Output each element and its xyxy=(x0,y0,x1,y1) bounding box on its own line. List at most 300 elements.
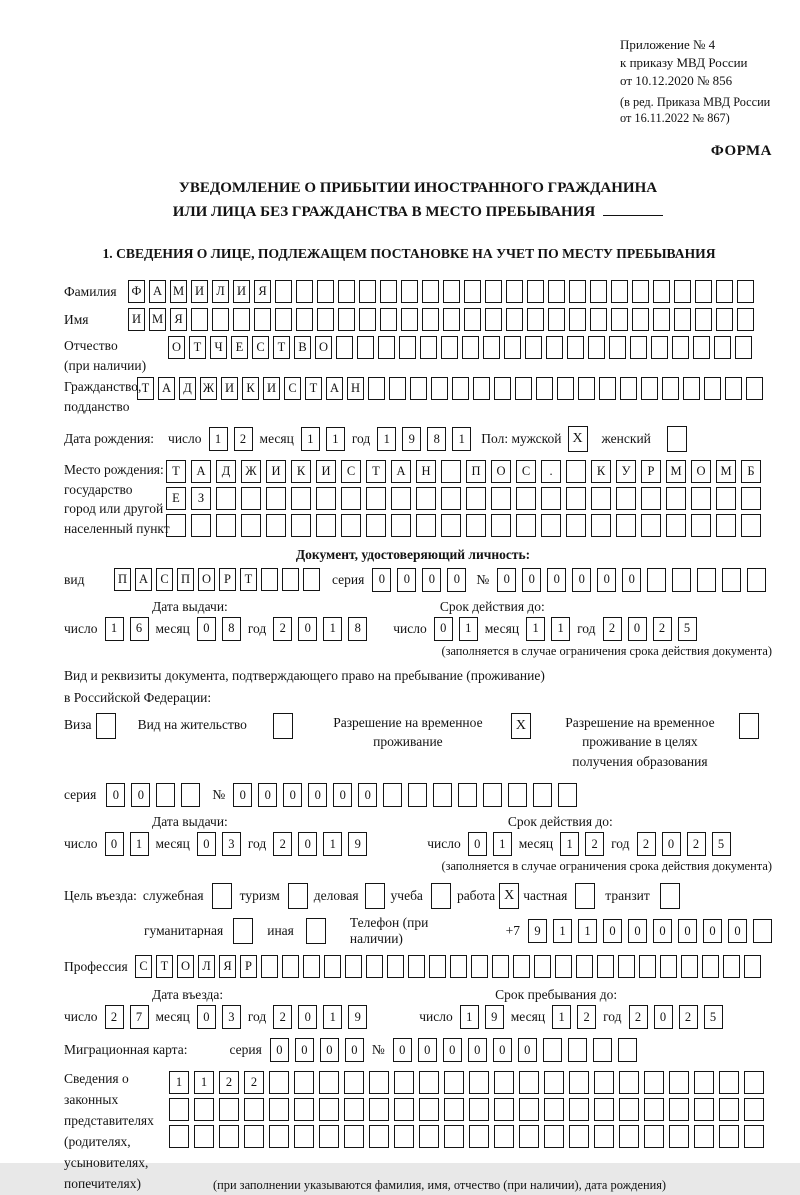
form-cell[interactable] xyxy=(716,308,733,331)
form-cell[interactable]: Л xyxy=(212,280,229,303)
form-cell[interactable] xyxy=(394,1071,414,1094)
form-cell[interactable] xyxy=(444,1071,464,1094)
form-cell[interactable] xyxy=(491,514,511,537)
form-cell[interactable] xyxy=(433,783,452,807)
form-cell[interactable] xyxy=(515,377,532,400)
form-cell[interactable]: О xyxy=(168,336,185,359)
form-cell[interactable]: 1 xyxy=(323,832,342,856)
form-cell[interactable]: 1 xyxy=(323,617,342,641)
form-cell[interactable] xyxy=(618,955,635,978)
form-cell[interactable]: 3 xyxy=(222,1005,241,1029)
form-cell[interactable]: Ч xyxy=(210,336,227,359)
form-cell[interactable]: Р xyxy=(641,460,661,483)
form-cell[interactable] xyxy=(519,1098,539,1121)
form-cell[interactable] xyxy=(691,514,711,537)
form-cell[interactable] xyxy=(544,1125,564,1148)
form-cell[interactable] xyxy=(483,783,502,807)
form-cell[interactable] xyxy=(716,514,736,537)
sex-male-checkbox[interactable]: X xyxy=(568,426,588,452)
form-cell[interactable]: О xyxy=(177,955,194,978)
form-cell[interactable] xyxy=(569,308,586,331)
form-cell[interactable] xyxy=(597,955,614,978)
form-cell[interactable]: Е xyxy=(231,336,248,359)
form-cell[interactable] xyxy=(741,487,761,510)
form-cell[interactable] xyxy=(266,487,286,510)
form-cell[interactable] xyxy=(683,377,700,400)
form-cell[interactable] xyxy=(513,955,530,978)
form-cell[interactable] xyxy=(693,336,710,359)
form-cell[interactable] xyxy=(294,1098,314,1121)
form-cell[interactable]: П xyxy=(466,460,486,483)
purpose-other-checkbox[interactable] xyxy=(306,918,326,944)
form-cell[interactable] xyxy=(506,308,523,331)
form-cell[interactable]: 2 xyxy=(629,1005,648,1029)
form-cell[interactable] xyxy=(473,377,490,400)
form-cell[interactable] xyxy=(166,514,186,537)
form-cell[interactable] xyxy=(408,783,427,807)
form-cell[interactable] xyxy=(672,336,689,359)
form-cell[interactable]: 2 xyxy=(603,617,622,641)
form-cell[interactable]: 0 xyxy=(298,1005,317,1029)
form-cell[interactable]: 8 xyxy=(427,427,446,451)
form-cell[interactable]: 1 xyxy=(526,617,545,641)
form-cell[interactable]: 8 xyxy=(222,617,241,641)
form-cell[interactable] xyxy=(317,280,334,303)
form-cell[interactable] xyxy=(359,280,376,303)
form-cell[interactable]: 0 xyxy=(628,617,647,641)
form-cell[interactable] xyxy=(741,514,761,537)
form-cell[interactable] xyxy=(444,1125,464,1148)
form-cell[interactable] xyxy=(422,280,439,303)
form-cell[interactable] xyxy=(389,377,406,400)
form-cell[interactable] xyxy=(219,1098,239,1121)
form-cell[interactable] xyxy=(469,1071,489,1094)
form-cell[interactable] xyxy=(291,487,311,510)
form-cell[interactable]: А xyxy=(326,377,343,400)
form-cell[interactable] xyxy=(219,1125,239,1148)
form-cell[interactable] xyxy=(441,487,461,510)
form-cell[interactable] xyxy=(630,336,647,359)
form-cell[interactable] xyxy=(269,1125,289,1148)
form-cell[interactable] xyxy=(291,514,311,537)
form-cell[interactable]: 1 xyxy=(553,919,572,943)
form-cell[interactable] xyxy=(719,1071,739,1094)
form-cell[interactable] xyxy=(593,1038,612,1062)
form-cell[interactable] xyxy=(241,487,261,510)
form-cell[interactable] xyxy=(216,487,236,510)
form-cell[interactable] xyxy=(519,1071,539,1094)
form-cell[interactable] xyxy=(555,955,572,978)
form-cell[interactable]: Р xyxy=(219,568,236,591)
form-cell[interactable] xyxy=(534,955,551,978)
form-cell[interactable] xyxy=(644,1071,664,1094)
form-cell[interactable] xyxy=(609,336,626,359)
visa-checkbox[interactable] xyxy=(96,713,116,739)
form-cell[interactable]: 9 xyxy=(348,832,367,856)
form-cell[interactable]: О xyxy=(691,460,711,483)
form-cell[interactable] xyxy=(441,514,461,537)
form-cell[interactable] xyxy=(466,514,486,537)
form-cell[interactable] xyxy=(753,919,772,943)
form-cell[interactable] xyxy=(317,308,334,331)
form-cell[interactable] xyxy=(533,783,552,807)
form-cell[interactable]: 1 xyxy=(301,427,320,451)
form-cell[interactable] xyxy=(462,336,479,359)
form-cell[interactable] xyxy=(527,308,544,331)
form-cell[interactable]: 7 xyxy=(130,1005,149,1029)
form-cell[interactable] xyxy=(366,514,386,537)
form-cell[interactable]: 1 xyxy=(560,832,579,856)
form-cell[interactable] xyxy=(737,308,754,331)
purpose-humanitarian-checkbox[interactable] xyxy=(233,918,253,944)
form-cell[interactable] xyxy=(674,280,691,303)
form-cell[interactable]: 0 xyxy=(603,919,622,943)
form-cell[interactable]: Т xyxy=(156,955,173,978)
form-cell[interactable] xyxy=(380,280,397,303)
form-cell[interactable] xyxy=(669,1125,689,1148)
form-cell[interactable]: 0 xyxy=(468,1038,487,1062)
form-cell[interactable] xyxy=(536,377,553,400)
form-cell[interactable]: А xyxy=(191,460,211,483)
form-cell[interactable] xyxy=(669,1098,689,1121)
form-cell[interactable] xyxy=(443,308,460,331)
form-cell[interactable] xyxy=(641,514,661,537)
form-cell[interactable] xyxy=(441,336,458,359)
form-cell[interactable] xyxy=(641,487,661,510)
form-cell[interactable]: З xyxy=(191,487,211,510)
residence-permit-checkbox[interactable] xyxy=(273,713,293,739)
form-cell[interactable] xyxy=(494,377,511,400)
form-cell[interactable] xyxy=(632,280,649,303)
form-cell[interactable] xyxy=(651,336,668,359)
form-cell[interactable] xyxy=(394,1125,414,1148)
form-cell[interactable]: О xyxy=(198,568,215,591)
form-cell[interactable]: 1 xyxy=(551,617,570,641)
form-cell[interactable]: 0 xyxy=(358,783,377,807)
form-cell[interactable] xyxy=(716,487,736,510)
form-cell[interactable] xyxy=(275,280,292,303)
form-cell[interactable]: 1 xyxy=(105,617,124,641)
form-cell[interactable] xyxy=(525,336,542,359)
form-cell[interactable] xyxy=(639,955,656,978)
form-cell[interactable] xyxy=(344,1071,364,1094)
form-cell[interactable] xyxy=(719,1125,739,1148)
form-cell[interactable] xyxy=(543,1038,562,1062)
sex-female-checkbox[interactable] xyxy=(667,426,687,452)
form-cell[interactable]: 0 xyxy=(447,568,466,592)
form-cell[interactable] xyxy=(516,487,536,510)
form-cell[interactable] xyxy=(611,280,628,303)
form-cell[interactable]: 0 xyxy=(522,568,541,592)
form-cell[interactable] xyxy=(641,377,658,400)
form-cell[interactable]: Я xyxy=(254,280,271,303)
form-cell[interactable]: Е xyxy=(166,487,186,510)
form-cell[interactable] xyxy=(618,1038,637,1062)
purpose-private-checkbox[interactable] xyxy=(575,883,595,909)
form-cell[interactable] xyxy=(647,568,666,592)
form-cell[interactable] xyxy=(544,1071,564,1094)
form-cell[interactable]: 0 xyxy=(283,783,302,807)
form-cell[interactable] xyxy=(419,1125,439,1148)
form-cell[interactable] xyxy=(419,1098,439,1121)
form-cell[interactable]: 0 xyxy=(728,919,747,943)
form-cell[interactable] xyxy=(441,460,461,483)
form-cell[interactable] xyxy=(616,514,636,537)
form-cell[interactable]: 2 xyxy=(653,617,672,641)
form-cell[interactable]: 1 xyxy=(452,427,471,451)
form-cell[interactable]: М xyxy=(716,460,736,483)
form-cell[interactable]: 0 xyxy=(258,783,277,807)
form-cell[interactable] xyxy=(568,1038,587,1062)
form-cell[interactable]: 1 xyxy=(326,427,345,451)
form-cell[interactable] xyxy=(737,280,754,303)
form-cell[interactable]: Ж xyxy=(200,377,217,400)
form-cell[interactable] xyxy=(296,308,313,331)
form-cell[interactable] xyxy=(725,377,742,400)
form-cell[interactable] xyxy=(345,955,362,978)
form-cell[interactable] xyxy=(590,308,607,331)
form-cell[interactable] xyxy=(485,308,502,331)
form-cell[interactable]: К xyxy=(242,377,259,400)
form-cell[interactable]: 9 xyxy=(485,1005,504,1029)
form-cell[interactable] xyxy=(410,377,427,400)
form-cell[interactable] xyxy=(660,955,677,978)
form-cell[interactable]: 0 xyxy=(372,568,391,592)
form-cell[interactable]: И xyxy=(263,377,280,400)
form-cell[interactable]: К xyxy=(291,460,311,483)
form-cell[interactable]: 0 xyxy=(572,568,591,592)
form-cell[interactable] xyxy=(541,487,561,510)
form-cell[interactable]: И xyxy=(128,308,145,331)
form-cell[interactable] xyxy=(557,377,574,400)
form-cell[interactable]: 9 xyxy=(528,919,547,943)
form-cell[interactable]: 0 xyxy=(345,1038,364,1062)
form-cell[interactable]: 1 xyxy=(209,427,228,451)
form-cell[interactable]: . xyxy=(541,460,561,483)
form-cell[interactable]: Р xyxy=(240,955,257,978)
form-cell[interactable]: О xyxy=(315,336,332,359)
form-cell[interactable] xyxy=(387,955,404,978)
form-cell[interactable]: 0 xyxy=(628,919,647,943)
form-cell[interactable] xyxy=(191,514,211,537)
form-cell[interactable] xyxy=(485,280,502,303)
form-cell[interactable] xyxy=(566,514,586,537)
form-cell[interactable] xyxy=(644,1098,664,1121)
form-cell[interactable] xyxy=(691,487,711,510)
purpose-transit-checkbox[interactable] xyxy=(660,883,680,909)
purpose-study-checkbox[interactable] xyxy=(431,883,451,909)
form-cell[interactable] xyxy=(566,460,586,483)
form-cell[interactable] xyxy=(619,1098,639,1121)
form-cell[interactable]: К xyxy=(591,460,611,483)
form-cell[interactable]: Н xyxy=(347,377,364,400)
form-cell[interactable] xyxy=(590,280,607,303)
form-cell[interactable]: 0 xyxy=(333,783,352,807)
form-cell[interactable] xyxy=(336,336,353,359)
form-cell[interactable] xyxy=(569,1098,589,1121)
form-cell[interactable] xyxy=(594,1098,614,1121)
form-cell[interactable]: 1 xyxy=(130,832,149,856)
form-cell[interactable]: 0 xyxy=(397,568,416,592)
temp-residence-education-checkbox[interactable] xyxy=(739,713,759,739)
form-cell[interactable] xyxy=(194,1098,214,1121)
form-cell[interactable] xyxy=(266,514,286,537)
form-cell[interactable] xyxy=(632,308,649,331)
form-cell[interactable]: 0 xyxy=(106,783,125,807)
form-cell[interactable] xyxy=(241,514,261,537)
form-cell[interactable] xyxy=(644,1125,664,1148)
form-cell[interactable]: 2 xyxy=(219,1071,239,1094)
form-cell[interactable]: П xyxy=(177,568,194,591)
form-cell[interactable]: 0 xyxy=(622,568,641,592)
form-cell[interactable] xyxy=(619,1125,639,1148)
form-cell[interactable]: 0 xyxy=(443,1038,462,1062)
form-cell[interactable]: 0 xyxy=(703,919,722,943)
form-cell[interactable]: 2 xyxy=(244,1071,264,1094)
form-cell[interactable] xyxy=(422,308,439,331)
form-cell[interactable] xyxy=(275,308,292,331)
form-cell[interactable] xyxy=(548,280,565,303)
purpose-official-checkbox[interactable] xyxy=(212,883,232,909)
form-cell[interactable] xyxy=(558,783,577,807)
form-cell[interactable]: 2 xyxy=(273,617,292,641)
form-cell[interactable] xyxy=(591,487,611,510)
form-cell[interactable]: 0 xyxy=(131,783,150,807)
form-cell[interactable]: 5 xyxy=(712,832,731,856)
form-cell[interactable]: 1 xyxy=(552,1005,571,1029)
form-cell[interactable] xyxy=(319,1125,339,1148)
form-cell[interactable] xyxy=(383,783,402,807)
form-cell[interactable] xyxy=(695,280,712,303)
form-cell[interactable] xyxy=(369,1098,389,1121)
form-cell[interactable]: 5 xyxy=(704,1005,723,1029)
form-cell[interactable]: 1 xyxy=(459,617,478,641)
form-cell[interactable]: 1 xyxy=(169,1071,189,1094)
form-cell[interactable]: Б xyxy=(741,460,761,483)
form-cell[interactable]: И xyxy=(316,460,336,483)
form-cell[interactable] xyxy=(338,280,355,303)
form-cell[interactable] xyxy=(747,568,766,592)
form-cell[interactable] xyxy=(261,955,278,978)
form-cell[interactable] xyxy=(294,1071,314,1094)
form-cell[interactable] xyxy=(744,1098,764,1121)
form-cell[interactable]: Т xyxy=(166,460,186,483)
form-cell[interactable] xyxy=(578,377,595,400)
form-cell[interactable] xyxy=(494,1125,514,1148)
form-cell[interactable] xyxy=(591,514,611,537)
form-cell[interactable]: 0 xyxy=(518,1038,537,1062)
form-cell[interactable]: 0 xyxy=(308,783,327,807)
form-cell[interactable] xyxy=(746,377,763,400)
form-cell[interactable] xyxy=(216,514,236,537)
form-cell[interactable]: Д xyxy=(216,460,236,483)
form-cell[interactable]: И xyxy=(191,280,208,303)
form-cell[interactable] xyxy=(369,1125,389,1148)
form-cell[interactable] xyxy=(366,487,386,510)
form-cell[interactable] xyxy=(450,955,467,978)
form-cell[interactable]: В xyxy=(294,336,311,359)
form-cell[interactable]: 0 xyxy=(393,1038,412,1062)
form-cell[interactable] xyxy=(548,308,565,331)
purpose-business-checkbox[interactable] xyxy=(365,883,385,909)
form-cell[interactable]: 1 xyxy=(493,832,512,856)
form-cell[interactable] xyxy=(391,487,411,510)
form-cell[interactable]: А xyxy=(149,280,166,303)
form-cell[interactable]: 2 xyxy=(637,832,656,856)
form-cell[interactable] xyxy=(338,308,355,331)
form-cell[interactable] xyxy=(369,1071,389,1094)
form-cell[interactable] xyxy=(704,377,721,400)
form-cell[interactable] xyxy=(546,336,563,359)
form-cell[interactable]: 2 xyxy=(273,832,292,856)
form-cell[interactable] xyxy=(194,1125,214,1148)
form-cell[interactable] xyxy=(316,487,336,510)
form-cell[interactable]: Т xyxy=(305,377,322,400)
form-cell[interactable] xyxy=(569,280,586,303)
form-cell[interactable]: 0 xyxy=(597,568,616,592)
form-cell[interactable]: 9 xyxy=(348,1005,367,1029)
form-cell[interactable]: 1 xyxy=(578,919,597,943)
form-cell[interactable]: И xyxy=(266,460,286,483)
form-cell[interactable]: 0 xyxy=(418,1038,437,1062)
form-cell[interactable] xyxy=(324,955,341,978)
form-cell[interactable]: 0 xyxy=(298,832,317,856)
form-cell[interactable]: 1 xyxy=(377,427,396,451)
form-cell[interactable]: 2 xyxy=(234,427,253,451)
form-cell[interactable] xyxy=(744,955,761,978)
form-cell[interactable]: С xyxy=(516,460,536,483)
form-cell[interactable] xyxy=(244,1098,264,1121)
form-cell[interactable]: Д xyxy=(179,377,196,400)
form-cell[interactable] xyxy=(452,377,469,400)
form-cell[interactable]: 0 xyxy=(295,1038,314,1062)
form-cell[interactable] xyxy=(429,955,446,978)
form-cell[interactable]: С xyxy=(156,568,173,591)
form-cell[interactable]: Л xyxy=(198,955,215,978)
form-cell[interactable]: 0 xyxy=(105,832,124,856)
form-cell[interactable] xyxy=(666,487,686,510)
form-cell[interactable]: М xyxy=(170,280,187,303)
form-cell[interactable]: И xyxy=(221,377,238,400)
form-cell[interactable] xyxy=(723,955,740,978)
form-cell[interactable] xyxy=(620,377,637,400)
form-cell[interactable]: 1 xyxy=(460,1005,479,1029)
form-cell[interactable] xyxy=(319,1098,339,1121)
form-cell[interactable] xyxy=(666,514,686,537)
form-cell[interactable] xyxy=(494,1098,514,1121)
form-cell[interactable] xyxy=(344,1125,364,1148)
form-cell[interactable] xyxy=(744,1125,764,1148)
form-cell[interactable] xyxy=(341,487,361,510)
form-cell[interactable] xyxy=(544,1098,564,1121)
form-cell[interactable] xyxy=(744,1071,764,1094)
form-cell[interactable] xyxy=(662,377,679,400)
purpose-tourism-checkbox[interactable] xyxy=(288,883,308,909)
purpose-work-checkbox[interactable]: X xyxy=(499,883,519,909)
form-cell[interactable] xyxy=(702,955,719,978)
form-cell[interactable]: Ф xyxy=(128,280,145,303)
form-cell[interactable]: Ж xyxy=(241,460,261,483)
form-cell[interactable] xyxy=(408,955,425,978)
form-cell[interactable]: 0 xyxy=(197,832,216,856)
form-cell[interactable] xyxy=(366,955,383,978)
form-cell[interactable] xyxy=(653,280,670,303)
form-cell[interactable] xyxy=(714,336,731,359)
form-cell[interactable]: М xyxy=(149,308,166,331)
form-cell[interactable] xyxy=(516,514,536,537)
form-cell[interactable] xyxy=(169,1125,189,1148)
form-cell[interactable]: 1 xyxy=(194,1071,214,1094)
